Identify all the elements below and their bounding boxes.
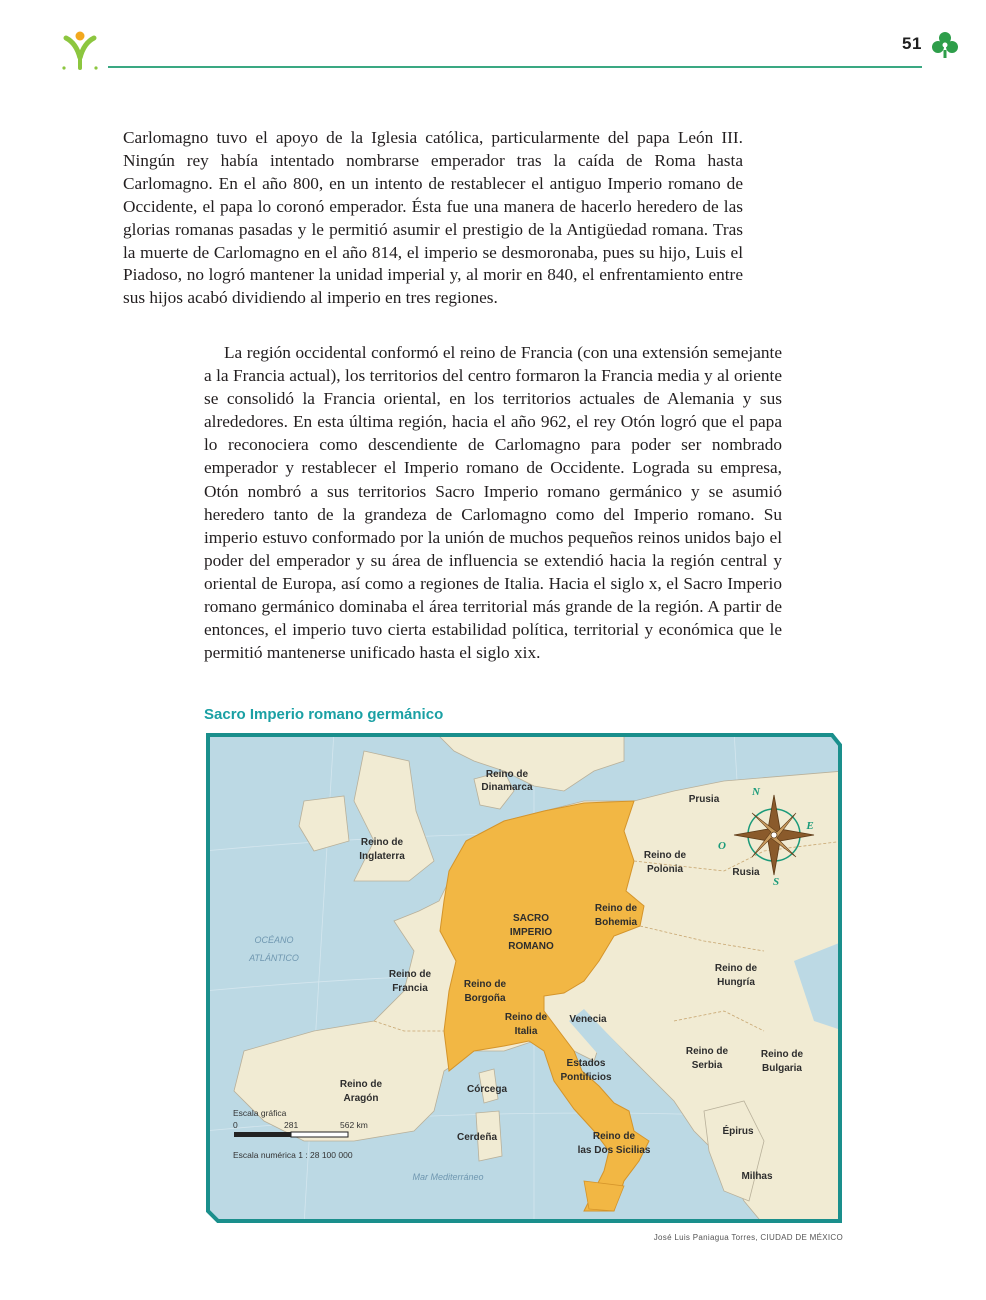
label-mar: Mar Mediterráneo [412,1172,484,1182]
label-dinamarca-1: Reino de [485,769,529,780]
label-corcega: Córcega [466,1084,508,1095]
map-title: Sacro Imperio romano germánico [204,706,444,723]
label-italia-1: Reino de [504,1012,548,1023]
label-polonia-2: Polonia [646,864,684,875]
label-rusia: Rusia [732,867,760,878]
paragraph-carlomagno: Carlomagno tuvo el apoyo de la Iglesia católica, particularmente del papa León III. Ningún rey había intentado nombrarse emperador tras la caída de Roma hasta Carlomagno. En el año 800, en un intento de restablecer el antiguo Imperio romano de Occidente, el papa lo coronó emperador. Ésta fue una manera de hacerlo heredero de las glorias romanas pasadas y le permitió asumir el prestigio de la Antigüedad romana. Tras la muerte de Carlomagno en el año 814, el imperio se desmoronaba, pues su hijo, Luis el Piadoso, no logró mantener la unidad imperial y, al morir en 840, el enfrentamiento entre sus hijos acabó dividiendo al imperio en tres regiones. [123,128,743,308]
paragraph-sacro-imperio: La región occidental conformó el reino de Francia (con una extensión semejante a la Francia actual), los territorios del centro formaron la Francia media y al oriente se consolidó la Francia oriental, en los territorios actuales de Alemania y sus alrededores. En esta última región, hacia el año 962, el rey Otón logró que el papa lo reconociera como descendiente de Carlomagno para poder ser nombrado emperador y restablecer el Imperio romano de Occidente. Lograda su empresa, Otón nombró a sus territorios Sacro Imperio romano germánico y se asumió heredero tanto de la grandeza de Carlomagno como del Imperio romano. Su imperio estuvo conformado por la unión de muchos pequeños reinos unidos bajo el poder del emperador y su área de influencia se extendió hacia la región central y oriental de Europa, así como a regiones de Italia. Hacia el siglo x, el Sacro Imperio romano germánico dominaba el área territorial más grande de la región. A partir de entonces, el imperio tuvo cierta estabilidad política, territorial y económica que le permitió mantenerse unificado hasta el siglo xix. [204,343,782,663]
label-oceano-2: ATLÁNTICO [249,953,299,963]
label-estados-1: Estados [566,1058,606,1069]
label-venecia: Venecia [569,1014,607,1025]
header-rule [108,66,922,68]
label-milhas: Milhas [741,1171,773,1182]
label-sacro-2: IMPERIO [509,927,553,938]
label-hungria-2: Hungría [717,977,755,988]
scale-tick-1: 281 [284,1120,299,1130]
label-aragon-2: Aragón [343,1093,379,1104]
label-serbia-1: Reino de [685,1046,729,1057]
label-inglaterra-1: Reino de [360,837,404,848]
label-inglaterra-2: Inglaterra [359,851,405,862]
clover-icon [930,30,960,60]
label-francia-1: Reino de [388,969,432,980]
scale-tick-0: 0 [233,1120,238,1130]
label-polonia-1: Reino de [643,850,687,861]
label-dos-sicilias-2: las Dos Sicilias [577,1145,651,1156]
label-dinamarca-2: Dinamarca [481,782,533,793]
label-epiro: Épirus [722,1126,754,1137]
historical-map [204,731,844,1225]
label-oceano-1: OCÉANO [254,935,294,945]
compass-s: S [772,876,780,888]
label-francia-2: Francia [392,983,428,994]
label-dos-sicilias-1: Reino de [592,1131,636,1142]
label-estados-2: Pontificios [560,1072,612,1083]
label-borgona-2: Borgoña [464,993,506,1004]
label-bulgaria-1: Reino de [760,1049,804,1060]
scale-numeric: Escala numérica 1 : 28 100 000 [233,1150,353,1160]
label-sacro-3: ROMANO [508,941,554,952]
program-logo-icon [56,28,106,74]
compass-n: N [752,786,760,798]
label-cerdena: Cerdeña [456,1132,498,1143]
compass-e: E [806,820,814,832]
label-bulgaria-2: Bulgaria [761,1063,803,1074]
compass-o: O [718,840,726,852]
label-hungria-1: Reino de [714,963,758,974]
label-bohemia-2: Bohemia [594,917,638,928]
label-serbia-2: Serbia [691,1060,723,1071]
scale-tick-2: 562 km [340,1120,368,1130]
label-borgona-1: Reino de [463,979,507,990]
label-sacro-1: SACRO [512,913,550,924]
label-bohemia-1: Reino de [594,903,638,914]
label-italia-2: Italia [514,1026,538,1037]
page-number: 51 [902,34,922,53]
label-aragon-1: Reino de [339,1079,383,1090]
label-prusia: Prusia [688,794,720,805]
map-credit: José Luis Paniagua Torres, CIUDAD DE MÉXICO [653,1233,843,1242]
scale-title: Escala gráfica [233,1108,287,1118]
